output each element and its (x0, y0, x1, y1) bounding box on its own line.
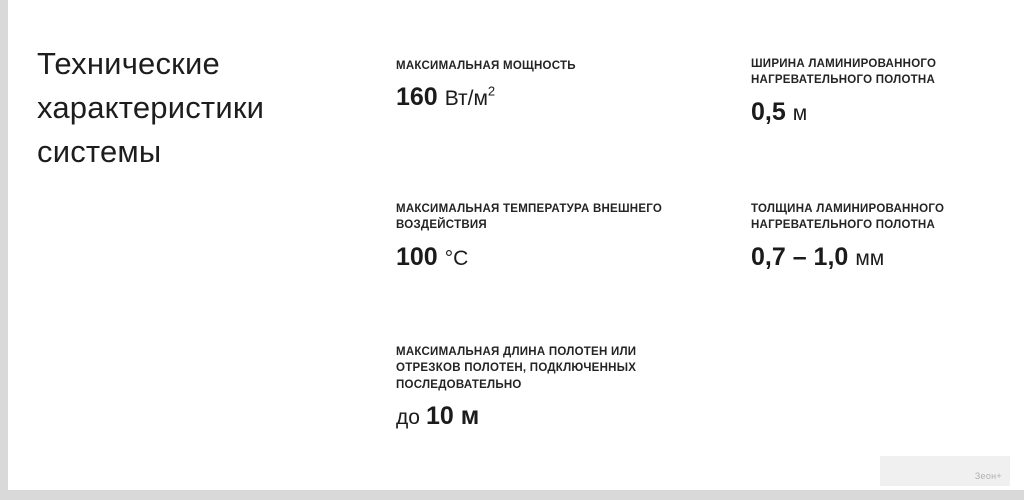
spec-label: МАКСИМАЛЬНАЯ ТЕМПЕРАТУРА ВНЕШНЕГО ВОЗДЕЙСТВИЯ (396, 203, 663, 232)
spec-number: 100 (396, 242, 438, 271)
spec-value (396, 244, 696, 272)
spec-unit-superscript: 2 (487, 84, 496, 99)
spec-number: 160 (396, 83, 438, 112)
spec-number: 0,7 – 1,0 (751, 242, 849, 271)
spec-number: 0,5 (751, 97, 786, 126)
spec-label: ШИРИНА ЛАМИНИРОВАННОГО НАГРЕВАТЕЛЬНОГО ПОЛОТНА (751, 58, 937, 87)
bottom-accent-band (0, 490, 1024, 500)
spec-unit: °С (444, 246, 469, 270)
spec-value (751, 244, 1001, 272)
spec-value (396, 403, 696, 431)
spec-value (396, 84, 696, 112)
spec-laminated-sheet-width (751, 56, 1001, 126)
spec-max-external-temperature (396, 201, 696, 271)
spec-max-power (396, 58, 696, 112)
page-title: Технические характеристики системы (37, 46, 265, 170)
spec-label: ТОЛЩИНА ЛАМИНИРОВАННОГО НАГРЕВАТЕЛЬНОГО ПОЛОТНА (751, 203, 945, 232)
spec-label: МАКСИМАЛЬНАЯ ДЛИНА ПОЛОТЕН ИЛИ ОТРЕЗКОВ ПОЛОТЕН, ПОДКЛЮЧЕННЫХ ПОСЛЕДОВАТЕЛЬНО (396, 346, 637, 391)
left-accent-band (0, 0, 8, 500)
spec-laminated-sheet-thickness (751, 201, 1001, 271)
watermark-label: Зеон+ (974, 471, 1002, 481)
spec-value (751, 99, 1001, 127)
spec-label: МАКСИМАЛЬНАЯ МОЩНОСТЬ (396, 60, 576, 72)
spec-unit: мм (855, 246, 885, 270)
spec-unit: Вт/м (444, 87, 488, 111)
spec-number: 10 м (425, 401, 480, 430)
spec-prefix: до (396, 405, 420, 429)
spec-unit: м (792, 101, 808, 125)
spec-max-length (396, 344, 696, 430)
